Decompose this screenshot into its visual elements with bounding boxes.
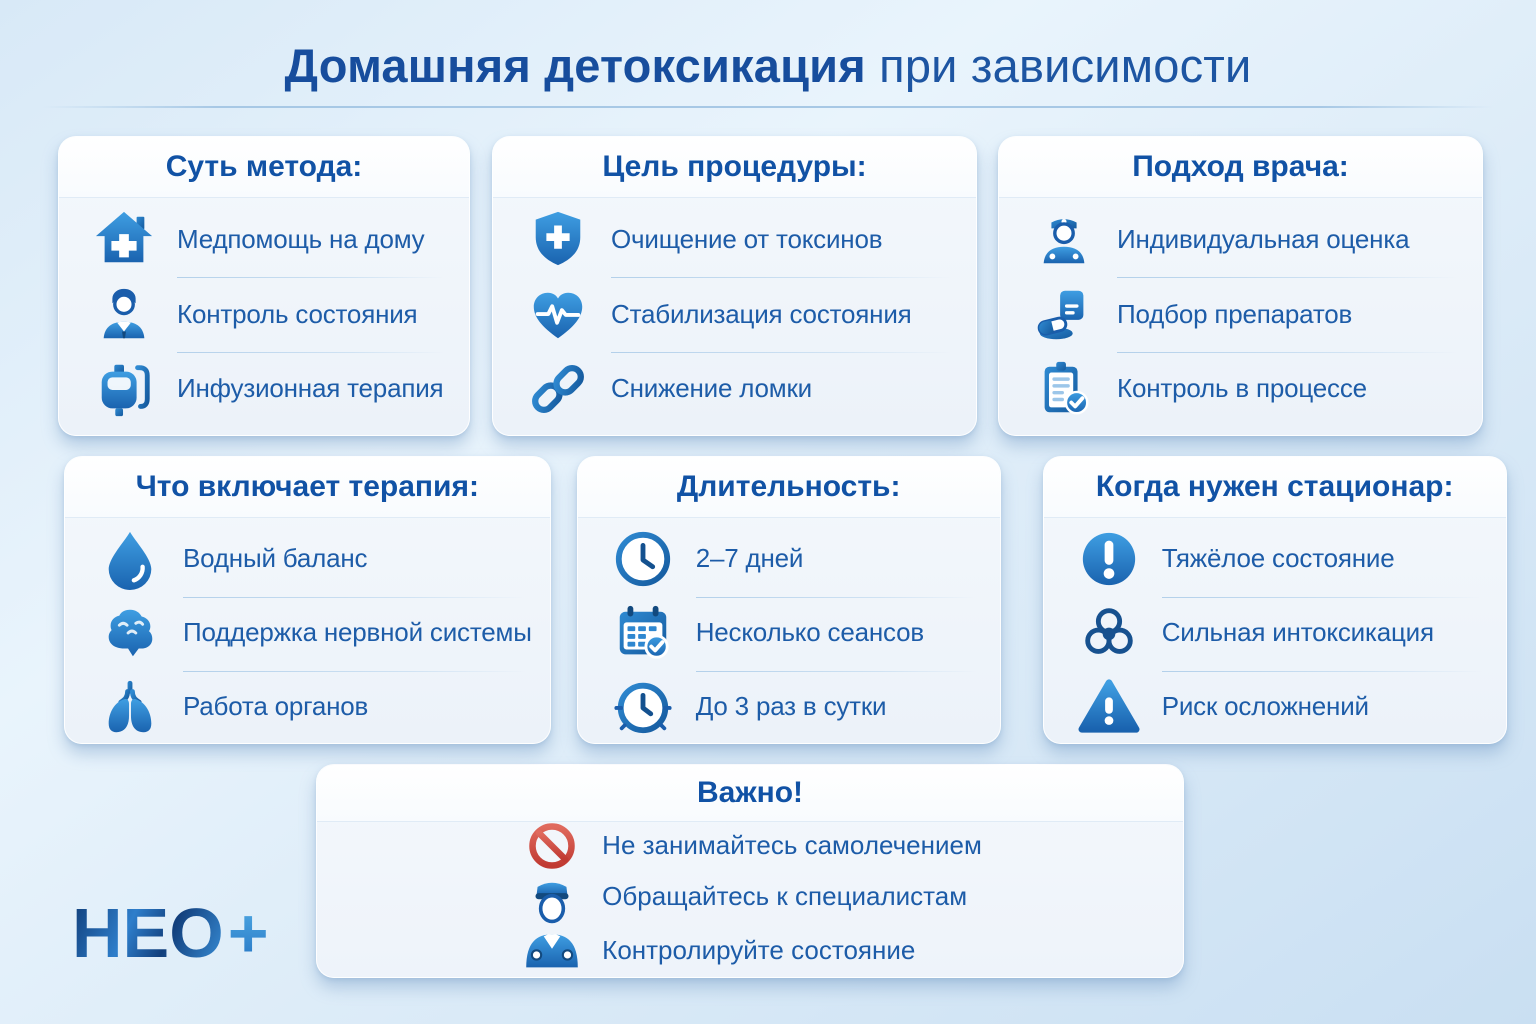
card-body [1044,518,1506,752]
item-label: Водный баланс [183,543,368,574]
list-item [59,277,469,351]
item-label: Риск осложнений [1161,691,1369,722]
card-header [578,457,1000,518]
item-label: Поддержка нервной системы [183,617,532,648]
page-title [0,40,1536,92]
list-item [59,352,469,426]
list-item [1044,670,1506,744]
calendar-check-icon [612,602,674,664]
doctor-cap-icon [1033,208,1095,270]
card-header [65,457,550,518]
card-header [317,765,1183,822]
no-entry-icon [526,820,578,872]
card-doctor-approach [998,136,1483,436]
card-method-essence [58,136,470,436]
card-title: Суть метода: [165,149,363,183]
list-item [1044,522,1506,596]
list-item [65,522,550,596]
item-label: Стабилизация состояния [611,298,912,329]
card-header [493,137,976,198]
important-item-label: Контролируйте состояние [602,935,916,966]
card-therapy-includes [64,456,551,744]
house-medical-icon [93,208,155,270]
card-important [316,764,1184,978]
iv-drip-icon [93,358,155,420]
item-label: До 3 раз в сутки [695,691,887,722]
card-body [493,198,976,435]
card-title: Цель процедуры: [602,149,867,183]
item-label: Подбор препаратов [1117,298,1353,329]
list-item [578,596,1000,670]
item-label: Контроль состояния [177,298,418,329]
card-header [999,137,1482,198]
item-label: Очищение от токсинов [611,223,883,254]
card-title: Подход врача: [1132,149,1349,183]
clipboard-check-icon [1033,358,1095,420]
card-row-1 [58,136,1478,436]
item-label: Тяжёлое состояние [1161,543,1395,574]
item-label: Сильная интоксикация [1161,617,1434,648]
card-duration [577,456,1001,744]
important-item-label: Не занимайтесь самолечением [602,830,982,861]
important-body [317,822,1183,984]
clock-icon [612,528,674,590]
shield-cross-icon [527,208,589,270]
doctor-icon [93,283,155,345]
card-body [999,198,1482,435]
card-title: Что включает терапия: [135,469,479,503]
list-item [999,277,1482,351]
card-title: Когда нужен стационар: [1095,469,1454,503]
list-item [578,670,1000,744]
card-title: Важно! [696,775,804,809]
heart-pulse-icon [527,283,589,345]
card-row-2 [64,456,1536,744]
title-divider [42,106,1494,108]
card-hospital-needed [1043,456,1507,744]
surgeon-icon [519,872,585,976]
list-item [1044,596,1506,670]
list-item [65,596,550,670]
card-title: Длительность: [676,469,901,503]
water-drop-icon [99,528,161,590]
card-procedure-goal [492,136,977,436]
stopwatch-icon [612,676,674,738]
item-label: Контроль в процессе [1117,373,1367,404]
list-item [493,202,976,276]
icon-cell [518,820,586,872]
item-label: Несколько сеансов [695,617,924,648]
card-body [65,518,550,752]
item-label: Индивидуальная оценка [1117,223,1410,254]
item-label: Снижение ломки [611,373,812,404]
biohazard-icon [1078,602,1140,664]
list-item [999,352,1482,426]
exclamation-circle-icon [1078,528,1140,590]
list-item [493,277,976,351]
card-body [59,198,469,435]
icon-cell [518,872,586,976]
list-item [493,352,976,426]
important-item-label: Обращайтесь к специалистам [602,881,968,912]
logo-text: НЕО [72,894,224,972]
chain-link-icon [527,358,589,420]
item-label: Инфузионная терапия [177,373,444,404]
list-item [999,202,1482,276]
card-body [578,518,1000,752]
logo-plus-icon: + [227,894,269,972]
brand-logo [72,894,269,972]
card-header [1044,457,1506,518]
warning-triangle-icon [1078,676,1140,738]
brain-icon [99,602,161,664]
item-label: Медпомощь на дому [177,223,425,254]
lungs-icon [99,676,161,738]
item-label: Работа органов [183,691,369,722]
card-header [59,137,469,198]
item-label: 2–7 дней [695,543,804,574]
medication-icon [1033,283,1095,345]
list-item [65,670,550,744]
list-item [59,202,469,276]
page-title-bold: Домашняя детоксикация [284,39,866,92]
list-item [578,522,1000,596]
page-title-rest: при зависимости [865,39,1252,92]
page-header [0,0,1536,108]
